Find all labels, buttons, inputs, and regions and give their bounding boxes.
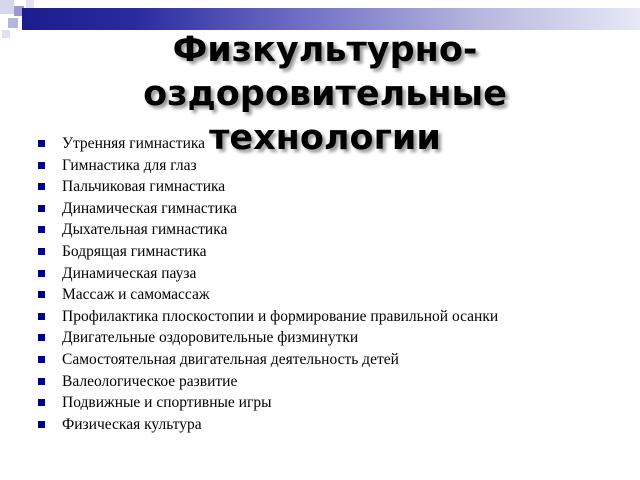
list-item-text: Физическая культура <box>62 415 202 433</box>
list-item-text: Динамическая гимнастика <box>62 199 238 217</box>
title-line-3: технологии <box>209 118 441 158</box>
list-item-text: Двигательные оздоровительные физминутки <box>62 329 359 347</box>
title-line-2: оздоровительные <box>143 74 507 114</box>
square-bullet-icon <box>38 313 45 320</box>
decorative-square <box>8 18 18 28</box>
list-item <box>36 198 498 220</box>
list-item <box>36 284 498 306</box>
list-item-text: Гимнастика для глаз <box>62 156 197 174</box>
square-bullet-icon <box>38 248 45 255</box>
list-item-text: Динамическая пауза <box>62 264 197 282</box>
decorative-square <box>0 0 14 14</box>
list-item-text: Профилактика плоскостопии и формирование правильной осанки <box>62 307 499 325</box>
square-bullet-icon <box>38 270 45 277</box>
list-item <box>36 327 498 349</box>
list-item <box>36 133 498 155</box>
square-bullet-icon <box>38 399 45 406</box>
square-bullet-icon <box>38 162 45 169</box>
list-item <box>36 306 498 328</box>
list-item <box>36 176 498 198</box>
list-item <box>36 414 498 436</box>
square-bullet-icon <box>38 378 45 385</box>
list-item <box>36 241 498 263</box>
list-item-text: Пальчиковая гимнастика <box>62 178 226 196</box>
list-item-text: Массаж и самомассаж <box>62 286 210 304</box>
technology-list <box>36 133 498 435</box>
square-bullet-icon <box>38 226 45 233</box>
list-item-text: Валеологическое развитие <box>62 372 238 390</box>
square-bullet-icon <box>38 205 45 212</box>
square-bullet-icon <box>38 291 45 298</box>
list-item-text: Дыхательная гимнастика <box>62 221 228 239</box>
square-bullet-icon <box>38 334 45 341</box>
list-item-text: Самостоятельная двигательная деятельность детей <box>62 350 399 368</box>
list-item-text: Подвижные и спортивные игры <box>62 394 272 412</box>
list-item <box>36 155 498 177</box>
list-item <box>36 392 498 414</box>
list-item <box>36 371 498 393</box>
list-item <box>36 263 498 285</box>
title-line-1: Физкультурно- <box>172 30 478 70</box>
decorative-square <box>26 0 34 8</box>
list-item-text: Утренняя гимнастика <box>62 135 206 152</box>
list-item <box>36 219 498 241</box>
square-bullet-icon <box>38 140 45 147</box>
square-bullet-icon <box>38 421 45 428</box>
list-item-text: Бодрящая гимнастика <box>62 242 207 260</box>
header-gradient-bar <box>22 8 640 30</box>
square-bullet-icon <box>38 356 45 363</box>
decorative-square <box>2 30 10 38</box>
square-bullet-icon <box>38 183 45 190</box>
list-item <box>36 349 498 371</box>
